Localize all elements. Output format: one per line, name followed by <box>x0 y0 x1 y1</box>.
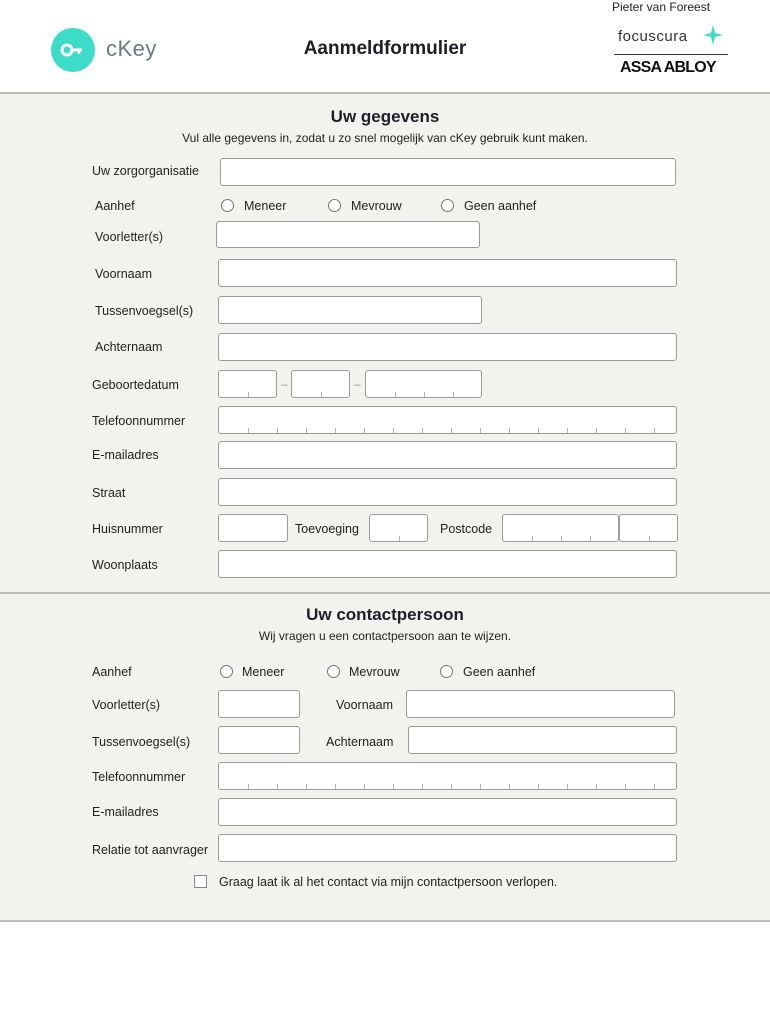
contact-tussenvoegsel-field[interactable] <box>218 726 300 754</box>
label-email: E-mailadres <box>92 805 159 819</box>
label-aanhef: Aanhef <box>95 199 135 213</box>
focuscura-star-icon <box>702 24 724 46</box>
radio-mevrouw-label: Mevrouw <box>351 199 402 213</box>
brand-pieter-van-foreest: Pieter van Foreest <box>612 0 711 14</box>
section-uw-gegevens <box>0 92 770 594</box>
geboortedatum-dag-field[interactable] <box>218 370 277 398</box>
radio-mevrouw[interactable] <box>328 199 341 212</box>
radio-geen-aanhef-label: Geen aanhef <box>463 665 536 679</box>
label-relatie: Relatie tot aanvrager <box>92 843 209 857</box>
radio-mevrouw-label: Mevrouw <box>349 665 400 679</box>
section-subtitle: Wij vragen u een contactpersoon aan te wijzen. <box>258 629 512 643</box>
radio-meneer[interactable] <box>220 665 233 678</box>
achternaam-field[interactable] <box>218 333 677 361</box>
contact-voorletters-field[interactable] <box>218 690 300 718</box>
label-voornaam: Voornaam <box>95 267 152 281</box>
checkbox-label: Graag laat ik al het contact via mijn contactpersoon verlopen. <box>219 875 558 889</box>
section-uw-contactpersoon <box>0 592 770 922</box>
radio-geen-aanhef[interactable] <box>441 199 454 212</box>
label-email: E-mailadres <box>92 448 159 462</box>
contact-achternaam-field[interactable] <box>408 726 677 754</box>
label-telefoon: Telefoonnummer <box>92 770 186 784</box>
contact-telefoon-field[interactable] <box>218 762 677 790</box>
radio-geen-aanhef[interactable] <box>440 665 453 678</box>
straat-field[interactable] <box>218 478 677 506</box>
label-straat: Straat <box>92 486 126 500</box>
woonplaats-field[interactable] <box>218 550 677 578</box>
label-voorletters: Voorletter(s) <box>92 698 161 712</box>
page-title: Aanmeldformulier <box>303 38 467 59</box>
toevoeging-field[interactable] <box>369 514 428 542</box>
voorletters-field[interactable] <box>216 221 480 248</box>
radio-geen-aanhef-label: Geen aanhef <box>464 199 537 213</box>
section-title: Uw gegevens <box>330 107 440 126</box>
radio-meneer[interactable] <box>221 199 234 212</box>
label-zorgorganisatie: Uw zorgorganisatie <box>92 164 199 178</box>
email-field[interactable] <box>218 441 677 469</box>
logo-text: cKey <box>106 36 157 61</box>
radio-meneer-label: Meneer <box>244 199 287 213</box>
contact-voornaam-field[interactable] <box>406 690 675 718</box>
label-tussenvoegsel: Tussenvoegsel(s) <box>92 735 191 749</box>
postcode-cijfers-field[interactable] <box>502 514 619 542</box>
label-voorletters: Voorletter(s) <box>95 230 164 244</box>
zorgorganisatie-field[interactable] <box>220 158 676 186</box>
tussenvoegsel-field[interactable] <box>218 296 482 324</box>
brand-divider <box>614 54 728 55</box>
label-toevoeging: Toevoeging <box>295 522 359 536</box>
huisnummer-field[interactable] <box>218 514 288 542</box>
voornaam-field[interactable] <box>218 259 677 287</box>
radio-meneer-label: Meneer <box>242 665 285 679</box>
label-aanhef: Aanhef <box>92 665 132 679</box>
date-separator: – <box>281 377 288 391</box>
label-woonplaats: Woonplaats <box>92 558 158 572</box>
label-telefoon: Telefoonnummer <box>92 414 186 428</box>
telefoon-field[interactable] <box>218 406 677 434</box>
contact-email-field[interactable] <box>218 798 677 826</box>
brand-focuscura: focuscura <box>618 28 688 45</box>
label-huisnummer: Huisnummer <box>92 522 163 536</box>
label-achternaam: Achternaam <box>326 735 394 749</box>
radio-mevrouw[interactable] <box>327 665 340 678</box>
contact-via-contactpersoon-checkbox[interactable] <box>194 875 207 888</box>
geboortedatum-jaar-field[interactable] <box>365 370 482 398</box>
label-voornaam: Voornaam <box>336 698 393 712</box>
brand-assa-abloy: ASSA ABLOY <box>620 59 716 76</box>
geboortedatum-maand-field[interactable] <box>291 370 350 398</box>
label-geboortedatum: Geboortedatum <box>92 378 179 392</box>
relatie-field[interactable] <box>218 834 677 862</box>
label-achternaam: Achternaam <box>95 340 163 354</box>
section-subtitle: Vul alle gegevens in, zodat u zo snel mogelijk van cKey gebruik kunt maken. <box>182 131 588 145</box>
postcode-letters-field[interactable] <box>619 514 678 542</box>
date-separator: – <box>354 377 361 391</box>
label-postcode: Postcode <box>440 522 493 536</box>
label-tussenvoegsel: Tussenvoegsel(s) <box>95 304 194 318</box>
section-title: Uw contactpersoon <box>306 605 464 624</box>
